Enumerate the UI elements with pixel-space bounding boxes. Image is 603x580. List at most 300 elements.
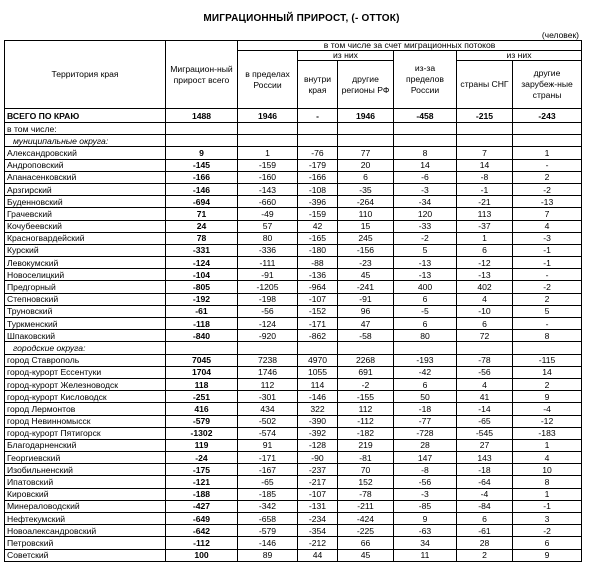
cell-value: 45 [338,549,394,561]
cell-value: 2 [513,293,582,305]
cell-value: -658 [238,513,298,525]
total-row [5,109,582,123]
cell-value: -424 [338,513,394,525]
total-value: 1946 [338,109,394,123]
cell-value: -862 [298,330,338,342]
cell-value: -579 [166,415,238,427]
cell-value: -13 [394,269,457,281]
header-territory: Территория края [5,41,166,109]
cell-value: 28 [457,537,513,549]
row-name: Георгиевский [5,452,166,464]
cell-value: 402 [457,281,513,293]
cell-value: 15 [338,220,394,232]
page-title: МИГРАЦИОННЫЙ ПРИРОСТ, (- ОТТОК) [203,13,400,24]
cell-value: -14 [457,403,513,415]
cell-value: -78 [338,488,394,500]
row-name: Арзгирский [5,183,166,195]
cell-value: -111 [238,257,298,269]
cell-value: 1 [238,147,298,159]
cell-value: -77 [394,415,457,427]
table-row [5,269,582,281]
urban-label: городские округа: [5,342,166,354]
row-name: Благодарненский [5,439,166,451]
cell-value: -90 [298,452,338,464]
row-name: Новоалександровский [5,525,166,537]
header-of-them-2: из них [457,51,582,61]
cell-value: -58 [338,330,394,342]
cell-value: -175 [166,464,238,476]
row-name: Буденновский [5,196,166,208]
cell-value: 96 [338,305,394,317]
row-name: Александровский [5,147,166,159]
cell-value: 14 [457,159,513,171]
cell-value: 2 [513,171,582,183]
cell-value: 4 [457,293,513,305]
cell-value: -3 [394,488,457,500]
cell-value: -1 [513,500,582,512]
table-row [5,305,582,317]
table-row [5,330,582,342]
cell-value: -342 [238,500,298,512]
cell-value: -694 [166,196,238,208]
row-name: Советский [5,549,166,561]
cell-value: -264 [338,196,394,208]
cell-value: -180 [298,244,338,256]
row-name: город-курорт Кисловодск [5,391,166,403]
cell-value: -143 [238,183,298,195]
table-row [5,427,582,439]
cell-value: -56 [457,366,513,378]
cell-value: 89 [238,549,298,561]
cell-value: -193 [394,354,457,366]
row-name: Кочубеевский [5,220,166,232]
cell-value: 691 [338,366,394,378]
cell-value: -2 [513,525,582,537]
cell-value: -155 [338,391,394,403]
table-row [5,244,582,256]
cell-value: -642 [166,525,238,537]
cell-value: -118 [166,318,238,330]
row-name: город Лермонтов [5,403,166,415]
cell-value: -167 [238,464,298,476]
cell-value: -146 [238,537,298,549]
cell-value: 14 [513,366,582,378]
cell-value: -217 [298,476,338,488]
table-row [5,183,582,195]
table-row [5,293,582,305]
cell-value: -37 [457,220,513,232]
cell-value: 119 [166,439,238,451]
cell-value: 112 [238,378,298,390]
row-name: Красногвардейский [5,232,166,244]
cell-value: 6 [338,171,394,183]
cell-value: -115 [513,354,582,366]
cell-value: -392 [298,427,338,439]
row-name: Новоселицкий [5,269,166,281]
cell-value: 66 [338,537,394,549]
cell-value: -42 [394,366,457,378]
cell-value: 7238 [238,354,298,366]
cell-value: -574 [238,427,298,439]
cell-value: 400 [394,281,457,293]
cell-value: -18 [457,464,513,476]
cell-value: -166 [298,171,338,183]
cell-value: -91 [338,293,394,305]
cell-value: -396 [298,196,338,208]
cell-value: -64 [457,476,513,488]
cell-value: -35 [338,183,394,195]
cell-value: 42 [298,220,338,232]
cell-value: 9 [166,147,238,159]
cell-value: -2 [513,281,582,293]
cell-value: 416 [166,403,238,415]
cell-value: -234 [298,513,338,525]
cell-value: 143 [457,452,513,464]
cell-value: -179 [298,159,338,171]
cell-value: 80 [394,330,457,342]
cell-value: 14 [394,159,457,171]
cell-value: -1205 [238,281,298,293]
cell-value: 113 [457,208,513,220]
table-row [5,537,582,549]
cell-value: 8 [513,330,582,342]
cell-value: -241 [338,281,394,293]
cell-value: 57 [238,220,298,232]
cell-value: -13 [394,257,457,269]
row-name: город Невинномысск [5,415,166,427]
cell-value: 245 [338,232,394,244]
cell-value: -160 [238,171,298,183]
row-name: Ипатовский [5,476,166,488]
cell-value: 4 [457,378,513,390]
cell-value: 11 [394,549,457,561]
cell-value: -152 [298,305,338,317]
cell-value: 70 [338,464,394,476]
cell-value: -502 [238,415,298,427]
cell-value: -61 [457,525,513,537]
cell-value: 118 [166,378,238,390]
cell-value: -33 [394,220,457,232]
cell-value: 9 [394,513,457,525]
total-value: 1946 [238,109,298,123]
table-row [5,257,582,269]
cell-value: 34 [394,537,457,549]
cell-value: -56 [238,305,298,317]
cell-value: -107 [298,488,338,500]
row-name: Туркменский [5,318,166,330]
cell-value: -427 [166,500,238,512]
cell-value: -545 [457,427,513,439]
cell-value: -237 [298,464,338,476]
cell-value: -65 [457,415,513,427]
cell-value: 100 [166,549,238,561]
cell-value: -12 [513,415,582,427]
cell-value: 4 [513,220,582,232]
table-row [5,464,582,476]
cell-value: -104 [166,269,238,281]
cell-value: -649 [166,513,238,525]
cell-value: -185 [238,488,298,500]
table-row [5,500,582,512]
cell-value: -21 [457,196,513,208]
cell-value: 45 [338,269,394,281]
table-row [5,159,582,171]
cell-value: -6 [394,171,457,183]
cell-value: -5 [394,305,457,317]
cell-value: -88 [298,257,338,269]
table-row [5,452,582,464]
cell-value: -8 [457,171,513,183]
header-within-region: внутри края [298,61,338,109]
incl-row [5,123,582,135]
cell-value: 152 [338,476,394,488]
row-name: Левокумский [5,257,166,269]
cell-value: 6 [394,378,457,390]
municipal-label: муниципальные округа: [5,135,166,147]
cell-value: -165 [298,232,338,244]
cell-value: -212 [298,537,338,549]
total-value: - [298,109,338,123]
total-value: -243 [513,109,582,123]
cell-value: -171 [238,452,298,464]
cell-value: -840 [166,330,238,342]
cell-value: 78 [166,232,238,244]
cell-value: -390 [298,415,338,427]
cell-value: - [513,269,582,281]
cell-value: -183 [513,427,582,439]
cell-value: 6 [457,318,513,330]
header-foreign: другие зарубеж-ные страны [513,61,582,109]
cell-value: 219 [338,439,394,451]
cell-value: -1 [513,244,582,256]
cell-value: -805 [166,281,238,293]
row-name: Нефтекумский [5,513,166,525]
cell-value: -354 [298,525,338,537]
cell-value: -84 [457,500,513,512]
cell-value: -192 [166,293,238,305]
cell-value: 7 [513,208,582,220]
cell-value: -76 [298,147,338,159]
header-outside-russia: из-за пределов России [394,51,457,109]
cell-value: -188 [166,488,238,500]
total-name: ВСЕГО ПО КРАЮ [5,109,166,123]
table-row [5,488,582,500]
cell-value: -4 [513,403,582,415]
cell-value: -146 [298,391,338,403]
cell-value: -107 [298,293,338,305]
row-name: Степновский [5,293,166,305]
header-incl-flows: в том числе за счет миграционных потоков [238,41,582,51]
total-value: -458 [394,109,457,123]
cell-value: -131 [298,500,338,512]
cell-value: 80 [238,232,298,244]
cell-value: -1 [513,257,582,269]
table-row [5,513,582,525]
cell-value: 5 [394,244,457,256]
cell-value: 1 [457,232,513,244]
cell-value: -301 [238,391,298,403]
cell-value: -2 [394,232,457,244]
cell-value: -85 [394,500,457,512]
row-name: Предгорный [5,281,166,293]
cell-value: 71 [166,208,238,220]
cell-value: -78 [457,354,513,366]
cell-value: 7045 [166,354,238,366]
cell-value: -112 [166,537,238,549]
cell-value: -251 [166,391,238,403]
cell-value: 27 [457,439,513,451]
cell-value: -159 [298,208,338,220]
table-row [5,476,582,488]
row-name: Минераловодский [5,500,166,512]
table-row [5,220,582,232]
cell-value: 1 [513,488,582,500]
cell-value: -128 [298,439,338,451]
table-row [5,208,582,220]
cell-value: 147 [394,452,457,464]
table-row [5,232,582,244]
cell-value: -159 [238,159,298,171]
cell-value: -10 [457,305,513,317]
header-migration: Миграцион-ный прирост всего [166,41,238,109]
table-row [5,439,582,451]
cell-value: -65 [238,476,298,488]
cell-value: -63 [394,525,457,537]
table-row [5,171,582,183]
cell-value: -225 [338,525,394,537]
cell-value: -23 [338,257,394,269]
cell-value: -660 [238,196,298,208]
row-name: Труновский [5,305,166,317]
cell-value: -136 [298,269,338,281]
cell-value: 7 [457,147,513,159]
cell-value: 41 [457,391,513,403]
cell-value: 4970 [298,354,338,366]
cell-value: 322 [298,403,338,415]
table-row [5,391,582,403]
cell-value: -4 [457,488,513,500]
table-row [5,318,582,330]
cell-value: -166 [166,171,238,183]
cell-value: 3 [513,513,582,525]
table-row [5,403,582,415]
row-name: Петровский [5,537,166,549]
cell-value: 9 [513,549,582,561]
row-name: Кировский [5,488,166,500]
cell-value: 6 [513,537,582,549]
cell-value: 8 [513,476,582,488]
header-cis: страны СНГ [457,61,513,109]
cell-value: -112 [338,415,394,427]
cell-value: -81 [338,452,394,464]
cell-value: 114 [298,378,338,390]
cell-value: 112 [338,403,394,415]
total-value: -215 [457,109,513,123]
cell-value: 9 [513,391,582,403]
cell-value: -964 [298,281,338,293]
cell-value: -121 [166,476,238,488]
cell-value: -146 [166,183,238,195]
cell-value: 10 [513,464,582,476]
cell-value: -156 [338,244,394,256]
cell-value: -34 [394,196,457,208]
row-name: город-курорт Пятигорск [5,427,166,439]
table-row [5,196,582,208]
row-name: город Ставрополь [5,354,166,366]
cell-value: 91 [238,439,298,451]
cell-value: -331 [166,244,238,256]
cell-value: 47 [338,318,394,330]
cell-value: -145 [166,159,238,171]
cell-value: -13 [457,269,513,281]
migration-table [4,40,582,562]
row-name: Грачевский [5,208,166,220]
urban-section-row [5,342,582,354]
cell-value: -182 [338,427,394,439]
cell-value: -91 [238,269,298,281]
cell-value: -24 [166,452,238,464]
cell-value: 6 [457,513,513,525]
cell-value: 6 [394,318,457,330]
cell-value: -336 [238,244,298,256]
cell-value: -1 [457,183,513,195]
table-row [5,147,582,159]
cell-value: -124 [238,318,298,330]
municipal-section-row [5,135,582,147]
cell-value: - [513,318,582,330]
header-other-regions: другие регионы РФ [338,61,394,109]
cell-value: 1055 [298,366,338,378]
cell-value: -2 [513,183,582,195]
table-row [5,415,582,427]
cell-value: 2268 [338,354,394,366]
row-name: Андроповский [5,159,166,171]
cell-value: 24 [166,220,238,232]
cell-value: 2 [513,378,582,390]
cell-value: 72 [457,330,513,342]
cell-value: 6 [457,244,513,256]
cell-value: -1302 [166,427,238,439]
cell-value: -3 [513,232,582,244]
cell-value: 1704 [166,366,238,378]
row-name: Апанасенковский [5,171,166,183]
cell-value: 110 [338,208,394,220]
cell-value: 2 [457,549,513,561]
header-of-them-1: из них [298,51,394,61]
cell-value: -8 [394,464,457,476]
unit-label: (человек) [541,30,579,40]
cell-value: -728 [394,427,457,439]
cell-value: 44 [298,549,338,561]
table-row [5,281,582,293]
row-name: город-курорт Ессентуки [5,366,166,378]
cell-value: -171 [298,318,338,330]
row-name: Изобильненский [5,464,166,476]
row-name: Курский [5,244,166,256]
cell-value: 1746 [238,366,298,378]
incl-label: в том числе: [5,123,166,135]
cell-value: 20 [338,159,394,171]
total-value: 1488 [166,109,238,123]
cell-value: - [513,159,582,171]
cell-value: 28 [394,439,457,451]
cell-value: -12 [457,257,513,269]
table-row [5,525,582,537]
header-within-russia: в пределах России [238,51,298,109]
cell-value: 434 [238,403,298,415]
cell-value: -13 [513,196,582,208]
cell-value: 4 [513,452,582,464]
